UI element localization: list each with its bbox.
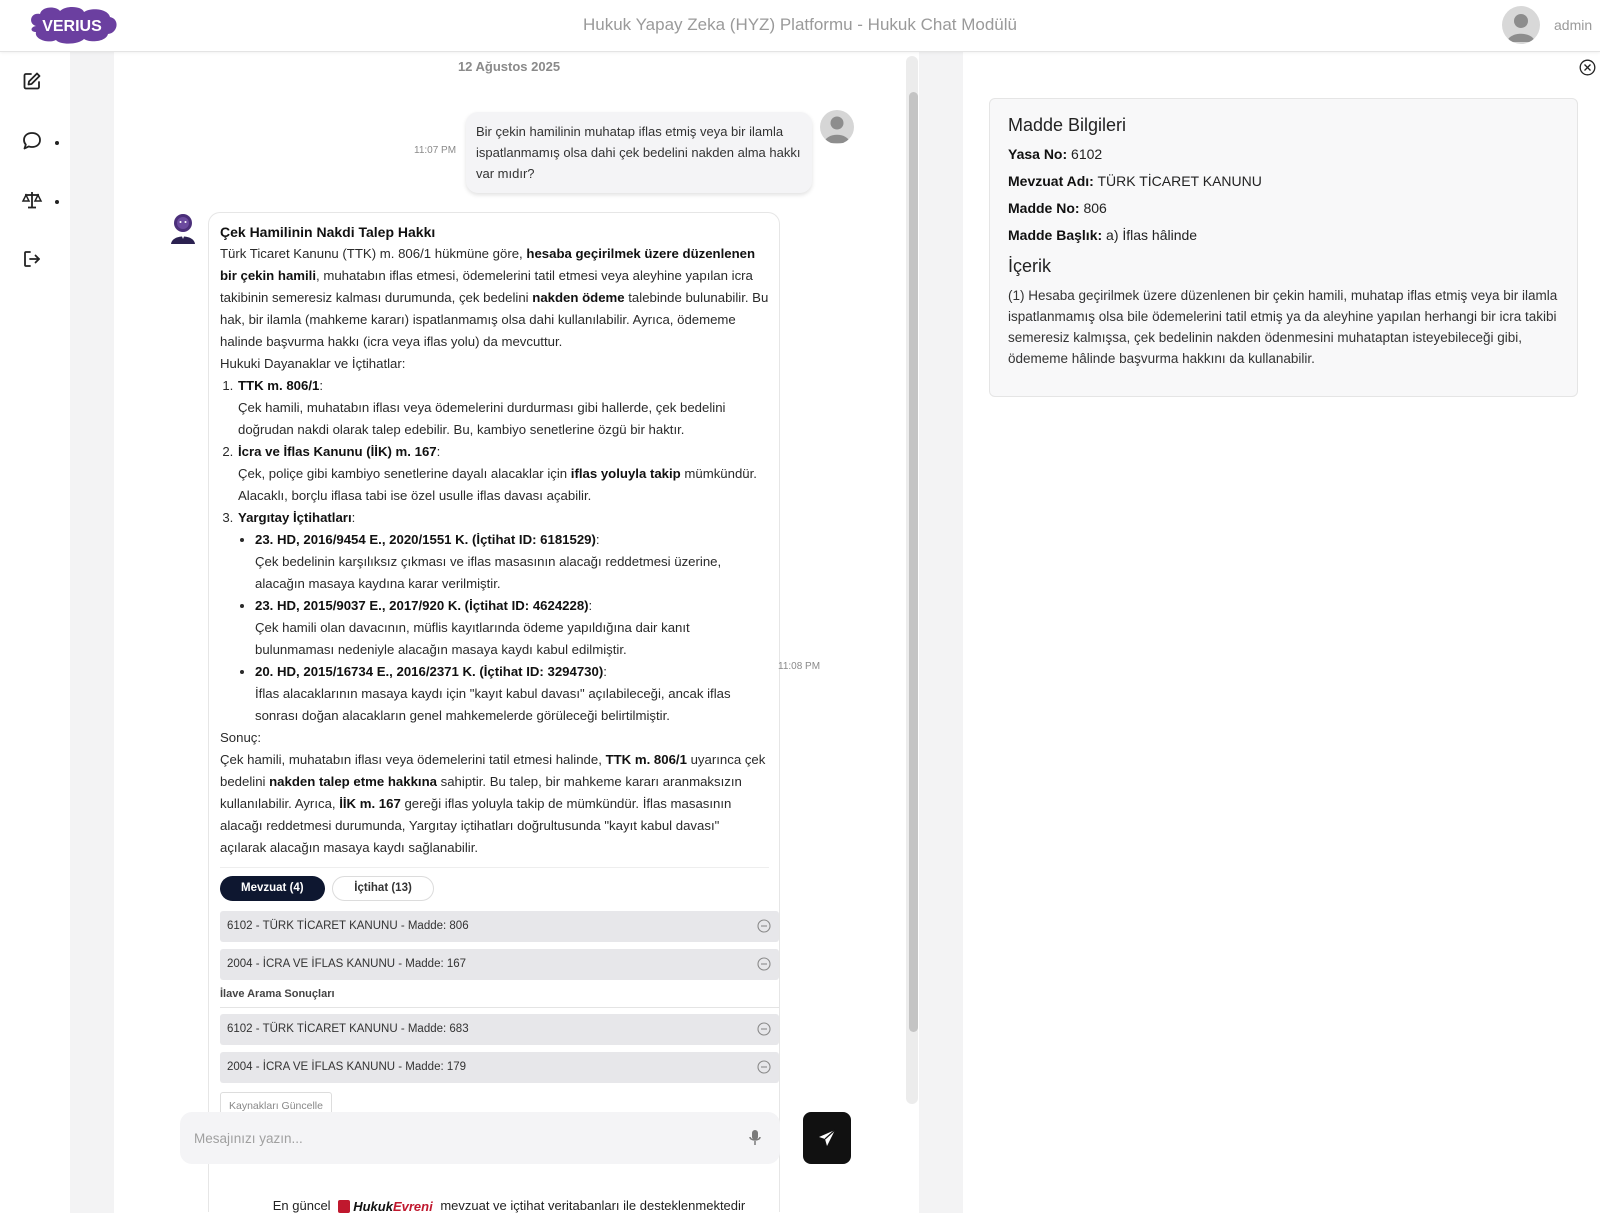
info-row-article-no: Madde No: 806 (1008, 200, 1107, 216)
tab-mevzuat[interactable]: Mevzuat (4) (220, 876, 325, 901)
chat-area (114, 52, 919, 1213)
bot-message-title: Çek Hamilinin Nakdi Talep Hakkı (220, 224, 436, 240)
tab-ictihat[interactable]: İçtihat (13) (332, 876, 434, 901)
info-row-law-name: Mevzuat Adı: TÜRK TİCARET KANUNU (1008, 173, 1262, 189)
user-message-time: 11:07 PM (414, 145, 457, 156)
panel-divider[interactable] (919, 52, 963, 1213)
footer-note (114, 1198, 904, 1214)
case-item: • 23. HD, 2015/9037 E., 2017/920 K. (İçtihat ID: 4624228): Çek hamili olan davacının, müflis kayıtlarında ödeme yapıldığına dair kanıt bulunmaması nedeniyle alacağın masaya kaydı kabul edilmiştir. (255, 595, 769, 661)
message-input-box (180, 1112, 780, 1164)
footer-prefix: En güncel (272, 1198, 331, 1213)
reference-item: 1. TTK m. 806/1: Çek hamili, muhatabın iflası veya ödemelerini durdurması gibi hallerde, çek bedelini doğrudan nakdi olarak talep edebilir. Bu, kambiyo senetlerine özgü bir haktır. (237, 375, 769, 441)
remove-circle-icon[interactable] (757, 957, 771, 971)
bot-avatar (168, 212, 198, 244)
footer-suffix: mevzuat ve içtihat veritabanları ile desteklenmektedir (440, 1198, 746, 1213)
reference-list (237, 375, 769, 727)
conclusion-paragraph: Çek hamili, muhatabın iflası veya ödemelerini tatil etmesi halinde, TTK m. 806/1 uyarınca çek bedelini nakden talep etme hakkına sahiptir. Bu talep, bir mahkeme kararı aranmaksızın kullanılabilir. Ayrıca, İİK m. 167 gereği iflas yoluyla takip de mümkündür. İflas masasının alacağı reddetmesi durumunda, Yargıtay içtihatları doğrultusunda "kayıt kabul davası" açılarak alacağın masaya kaydı sağlanabilir. (220, 752, 766, 855)
remove-circle-icon[interactable] (757, 1060, 771, 1074)
sidebar (0, 52, 70, 1213)
date-separator: 12 Ağustos 2025 (457, 59, 561, 74)
send-icon (817, 1128, 837, 1148)
message-input[interactable] (194, 1126, 734, 1150)
content-title: İçerik (1008, 256, 1052, 276)
source-item-label: 2004 - İCRA VE İFLAS KANUNU - Madde: 167 (227, 958, 467, 970)
microphone-icon[interactable] (747, 1128, 763, 1148)
user-silhouette-icon (820, 110, 854, 144)
reference-item: 2. İcra ve İflas Kanunu (İİK) m. 167: Çek, poliçe gibi kambiyo senetlerine dayalı alacaklar için iflas yoluyla takip mümkündür. Alacaklı, borçlu iflasa tabi ise özel usulle iflas davası açabilir. (237, 441, 769, 507)
scale-icon (21, 189, 43, 211)
hukukevreni-logo (338, 1199, 432, 1214)
edit-icon (22, 71, 42, 91)
source-item-label: 6102 - TÜRK TİCARET KANUNU - Madde: 683 (227, 1023, 469, 1035)
article-panel (963, 52, 1600, 1213)
brand-part-a: Hukuk (353, 1199, 393, 1214)
extra-results-heading: İlave Arama Sonuçları (220, 985, 779, 1008)
card-title: Madde Bilgileri (1008, 115, 1127, 135)
chat-scrollbar-thumb[interactable] (909, 92, 918, 1032)
conclusion-heading: Sonuç: (220, 730, 262, 745)
close-icon[interactable] (1579, 59, 1596, 76)
source-item[interactable] (220, 911, 779, 942)
basis-heading: Hukuki Dayanaklar ve İçtihatlar: (220, 356, 406, 371)
source-tabs (220, 867, 769, 911)
bot-message (208, 212, 780, 1212)
case-item: • 20. HD, 2015/16734 E., 2016/2371 K. (İçtihat ID: 3294730): İflas alacaklarının masaya kaydı için "kayıt kabul davası" açılabileceği, ancak iflas sonrası doğan alacakların genel mahkemelerde görüleceği belirtilmiştir. (255, 661, 769, 727)
remove-circle-icon[interactable] (757, 1022, 771, 1036)
user-avatar[interactable] (1502, 6, 1540, 44)
bot-message-time: 11:08 PM (778, 661, 821, 672)
sidebar-gutter (70, 52, 114, 1213)
top-header (0, 0, 1600, 52)
user-silhouette-icon (1502, 6, 1540, 44)
case-item: • 23. HD, 2016/9454 E., 2020/1551 K. (İçtihat ID: 6181529): Çek bedelinin karşılıksız çıkması ve iflas masasının alacağı reddetmesi üzerine, alacağın masaya kaydına karar verilmiştir. (255, 529, 769, 595)
new-chat-button[interactable] (19, 68, 45, 94)
case-list (255, 529, 769, 727)
content-text: (1) Hesaba geçirilmek üzere düzenlenen bir çekin hamili, muhatap iflas etmiş veya bir ilamla ispatlanmamış olsa bile ödemelerini tatil etmiş ya da aleyhine yapılan herhangi bir icra takibi semeresiz kalmışsa, çek bedelinin nakden ödenmesini muhataptan isteyebileceği gibi, ödememe hâlinde başvurma hakkını da kullanabilir. (1008, 288, 1558, 366)
logout-icon (22, 249, 42, 269)
legal-indicator (55, 200, 59, 204)
info-row-article-title: Madde Başlık: a) İflas hâlinde (1008, 227, 1198, 243)
hukukevreni-logo-mark (338, 1200, 350, 1213)
user-message-avatar (820, 110, 854, 144)
user-name[interactable]: admin (1554, 17, 1593, 33)
source-item-label: 2004 - İCRA VE İFLAS KANUNU - Madde: 179 (227, 1061, 467, 1073)
brand-part-b: Evreni (392, 1199, 433, 1214)
info-row-law-no: Yasa No: 6102 (1008, 146, 1103, 162)
intro-paragraph: Türk Ticaret Kanunu (TTK) m. 806/1 hükmüne göre, hesaba geçirilmek üzere düzenlenen bir çekin hamili, muhatabın iflas etmesi, ödemelerini tatil etmesi veya aleyhine yapılan icra takibinin semeresiz kalması durumunda, çek bedelini nakden ödeme talebinde bulunabilir. Bu hak, bir ilamla (mahkeme kararı) ispatlanmamış olsa dahi kullanılabilir. Ayrıca, ödememe halinde başvurma hakkı (icra veya iflas yolu) da mevcuttur. (220, 246, 769, 349)
chat-bubble-icon (21, 130, 43, 152)
user-message: Bir çekin hamilinin muhatap iflas etmiş veya bir ilamla ispatlanmamış olsa dahi çek bedelini nakden alma hakkı var mıdır? (466, 112, 812, 193)
reference-item: 3. Yargıtay İçtihatları: • 23. HD, 2016/9454 E., 2020/1551 K. (İçtihat ID: 6181529): Çek bedelinin karşılıksız çıkması ve iflas masasının alacağı reddetmesi üzerine, alacağın masaya kaydına karar verilmiştir. • 23. HD, 2015/9037 E., 2017/920 K. (İçtihat ID: 4624228): Çek hamili olan davacının, müflis kayıtlarında ödeme yapıldığına dair kanıt bulunmaması nedeniyle alacağın masaya kaydı kabul edilmiştir. • 20. HD, 2015/16734 E., 2016/2371 K. (İçtihat ID: 3294730): İflas alacaklarının masaya kaydı için "kayıt kabul davası" açılabileceği, ancak iflas sonrası doğan alacakların genel mahkemelerde görüleceği belirtilmiştir. (237, 507, 769, 727)
chats-button[interactable] (19, 128, 45, 154)
update-sources-button[interactable]: Kaynakları Güncelle (220, 1092, 332, 1120)
send-button[interactable] (803, 1112, 851, 1164)
logout-button[interactable] (19, 246, 45, 272)
extra-source-item[interactable] (220, 1052, 779, 1083)
article-info-card (989, 98, 1578, 397)
chats-indicator (55, 141, 59, 145)
logo-text: VERIUS (42, 18, 102, 35)
source-item-label: 6102 - TÜRK TİCARET KANUNU - Madde: 806 (227, 920, 469, 932)
legal-button[interactable] (19, 187, 45, 213)
page-title: Hukuk Yapay Zeka (HYZ) Platformu - Hukuk Chat Modülü (583, 15, 1017, 34)
source-item[interactable] (220, 949, 779, 980)
remove-circle-icon[interactable] (757, 919, 771, 933)
extra-source-item[interactable] (220, 1014, 779, 1045)
